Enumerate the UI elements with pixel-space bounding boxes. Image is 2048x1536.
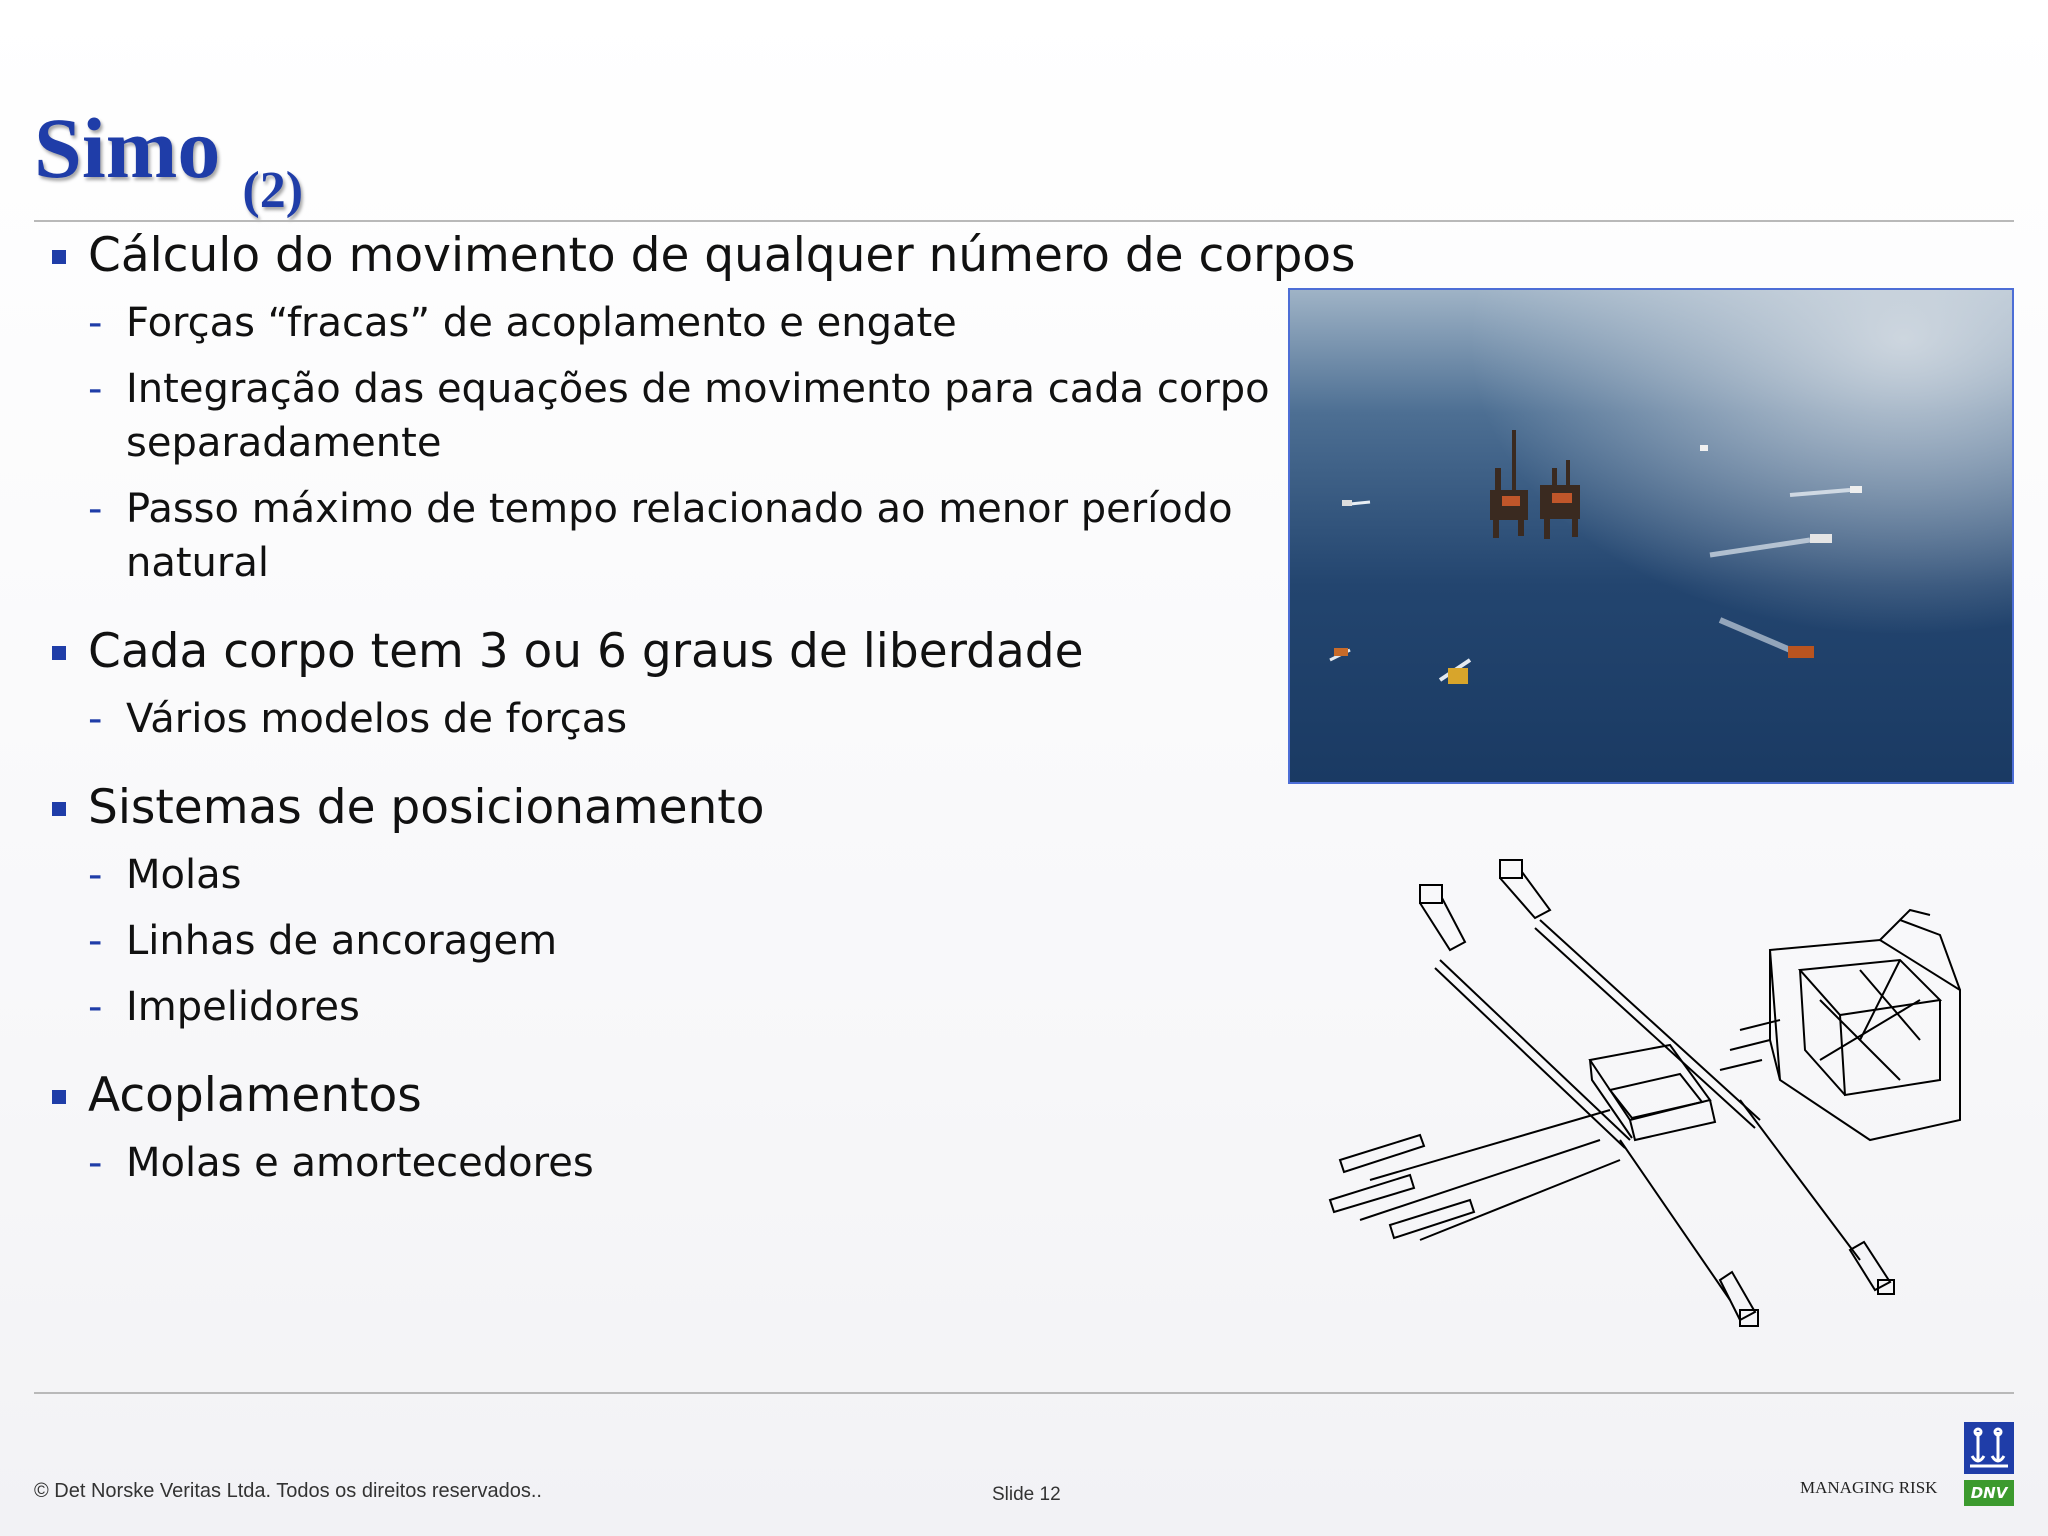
title-main: Simo: [34, 100, 221, 196]
bullet-marker-icon: [52, 250, 66, 264]
footer-divider: [34, 1392, 2014, 1394]
sub-bullet: - Integração das equações de movimento para cada corpo separadamente: [88, 366, 1270, 466]
title-suffix: (2): [242, 162, 304, 219]
dnv-logo: [1962, 1420, 2016, 1514]
bullet-marker-icon: [52, 802, 66, 816]
sub-bullet: - Forças “fracas” de acoplamento e engate: [88, 300, 957, 346]
bullet-marker-icon: [52, 646, 66, 660]
sub-bullet: - Linhas de ancoragem: [88, 918, 558, 964]
bullet-list: [44, 228, 1356, 1190]
slide-number: Slide 12: [992, 1484, 1061, 1505]
bullet-1: Cálculo do movimento de qualquer número de corpos: [44, 228, 1294, 284]
copyright-text: © Det Norske Veritas Ltda. Todos os direitos reservados..: [34, 1480, 542, 1502]
sub-bullet: - Molas: [88, 852, 242, 898]
sub-bullet: - Molas e amortecedores: [88, 1140, 594, 1186]
bullet-marker-icon: [52, 1090, 66, 1104]
slide-title: [34, 98, 304, 219]
bullet-2: Cada corpo tem 3 ou 6 graus de liberdade: [44, 624, 1294, 680]
offshore-aerial-photo: [1288, 288, 2014, 784]
sub-bullet: - Vários modelos de forças: [88, 696, 628, 742]
mooring-system-drawing: [1300, 840, 2000, 1360]
dnv-logo-text: DNV: [1970, 1484, 2008, 1502]
bullet-4: Acoplamentos: [44, 1068, 1294, 1124]
sub-bullet: - Impelidores: [88, 984, 360, 1030]
sub-bullet: - Passo máximo de tempo relacionado ao menor período natural: [88, 486, 1233, 586]
managing-risk-tagline: MANAGING RISK: [1800, 1478, 1938, 1497]
title-divider: [34, 220, 2014, 222]
bullet-3: Sistemas de posicionamento: [44, 780, 1294, 836]
